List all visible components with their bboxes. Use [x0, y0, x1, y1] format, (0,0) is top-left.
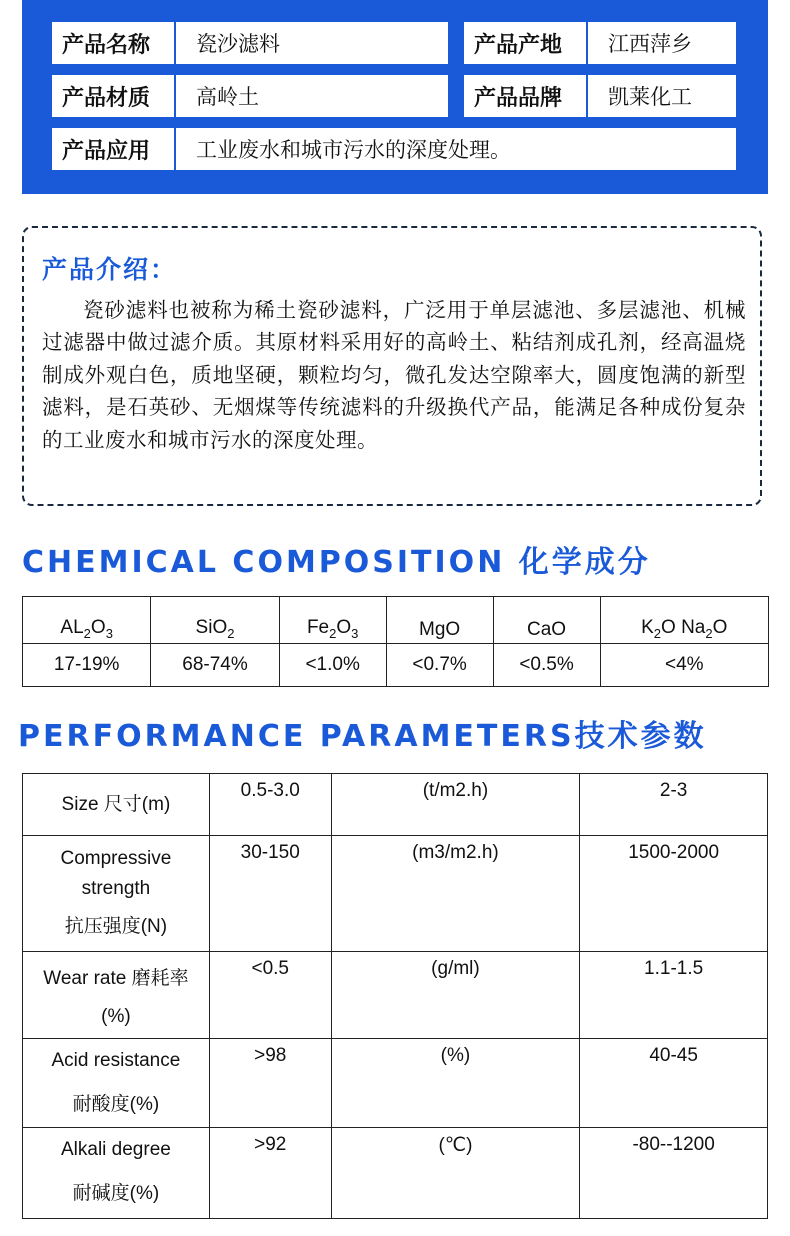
perf-name-compressive-en1: Compressive [60, 848, 172, 869]
perf-value2-compressive: 1500-2000 [580, 836, 768, 952]
perf-name-alkali-b: 耐碱度(%) [72, 1183, 160, 1204]
info-row-material [52, 75, 448, 117]
chem-value-cao: <0.5% [493, 644, 600, 687]
chem-header-k2o-na2o: $K_2O$ $Na_2O$ [600, 597, 769, 644]
chem-value-sio2: 68-74% [151, 644, 279, 687]
chem-header-cao: CaO [493, 597, 600, 644]
perf-value-size: 0.5-3.0 [209, 774, 331, 836]
info-value-material: 高岭土 [196, 85, 259, 109]
perf-value-acid: >98 [209, 1039, 331, 1128]
performance-parameters-title: PERFORMANCE PARAMETERS技术参数 [18, 719, 707, 754]
chemical-composition-title: CHEMICAL COMPOSITION 化学成分 [22, 545, 651, 580]
info-value-name: 瓷沙滤料 [196, 32, 280, 56]
perf-value2-size: 2-3 [580, 774, 768, 836]
perf-name-wear-a: Wear rate 磨耗率 [43, 968, 189, 989]
chem-value-al2o3: 17-19% [23, 644, 151, 687]
product-intro-box [22, 226, 762, 506]
table-row [23, 597, 769, 644]
perf-name-compressive-en2: strength [81, 878, 151, 899]
info-row-brand [464, 75, 736, 117]
perf-value-compressive: 30-150 [209, 836, 331, 952]
chem-value-mgo: <0.7% [386, 644, 493, 687]
table-row [23, 1128, 768, 1219]
table-row [23, 836, 768, 952]
info-row-origin [464, 22, 736, 64]
info-value-brand: 凯莱化工 [608, 85, 692, 109]
table-row [23, 952, 768, 1039]
perf-name-acid-a: Acid resistance [51, 1050, 181, 1071]
perf-name-acid-b: 耐酸度(%) [72, 1094, 160, 1115]
perf-value2-acid: 40-45 [580, 1039, 768, 1128]
info-row-name [52, 22, 448, 64]
chem-header-fe2o3: $Fe_2O_3$ [279, 597, 386, 644]
intro-body: 瓷砂滤料也被称为稀土瓷砂滤料，广泛用于单层滤池、多层滤池、机械过滤器中做过滤介质。其原材料采用好的高岭土、粘结剂成孔剂，经高温烧制成外观白色，质地坚硬，颗粒均匀，微孔发达空隙率大，圆度饱满的新型滤料，是石英砂、无烟煤等传统滤料的升级换代产品，能满足各种成份复杂的工业废水和城市污水的深度处理。 [42, 298, 746, 452]
perf-value2-alkali: -80--1200 [580, 1128, 768, 1219]
performance-parameters-table [22, 773, 768, 1219]
chem-value-fe2o3: <1.0% [279, 644, 386, 687]
perf-unit-acid: (%) [331, 1039, 580, 1128]
perf-unit-wear: (g/ml) [331, 952, 580, 1039]
perf-value-alkali: >92 [209, 1128, 331, 1219]
perf-unit-size: (t/m2.h) [331, 774, 580, 836]
table-row [23, 1039, 768, 1128]
perf-unit-alkali: (℃) [331, 1128, 580, 1219]
info-label-application: 产品应用 [52, 128, 176, 170]
info-label-material: 产品材质 [52, 75, 176, 117]
perf-name-alkali [23, 1128, 210, 1219]
info-row-application [52, 128, 736, 170]
perf-unit-compressive: (m3/m2.h) [331, 836, 580, 952]
perf-value2-wear: 1.1-1.5 [580, 952, 768, 1039]
perf-name-size: Size 尺寸(m) [23, 774, 210, 836]
intro-title: 产品介绍： [42, 255, 178, 284]
info-label-brand: 产品品牌 [464, 75, 588, 117]
chem-header-mgo: MgO [386, 597, 493, 644]
chem-header-sio2: SiO$_2$ [151, 597, 279, 644]
info-value-application: 工业废水和城市污水的深度处理。 [196, 138, 511, 162]
perf-name-compressive-cn: 抗压强度(N) [64, 916, 168, 937]
table-row [23, 774, 768, 836]
chemical-composition-table [22, 596, 769, 687]
chem-value-k2o-na2o: <4% [600, 644, 769, 687]
perf-name-wear-b: (%) [101, 1006, 131, 1027]
perf-name-alkali-a: Alkali degree [60, 1139, 171, 1160]
perf-name-acid [23, 1039, 210, 1128]
info-label-name: 产品名称 [52, 22, 176, 64]
perf-name-compressive [23, 836, 210, 952]
chem-header-al2o3: $AL_2O_3$ [23, 597, 151, 644]
perf-value-wear: <0.5 [209, 952, 331, 1039]
perf-name-wear [23, 952, 210, 1039]
info-label-origin: 产品产地 [464, 22, 588, 64]
info-value-origin: 江西萍乡 [608, 32, 692, 56]
table-row [23, 644, 769, 687]
